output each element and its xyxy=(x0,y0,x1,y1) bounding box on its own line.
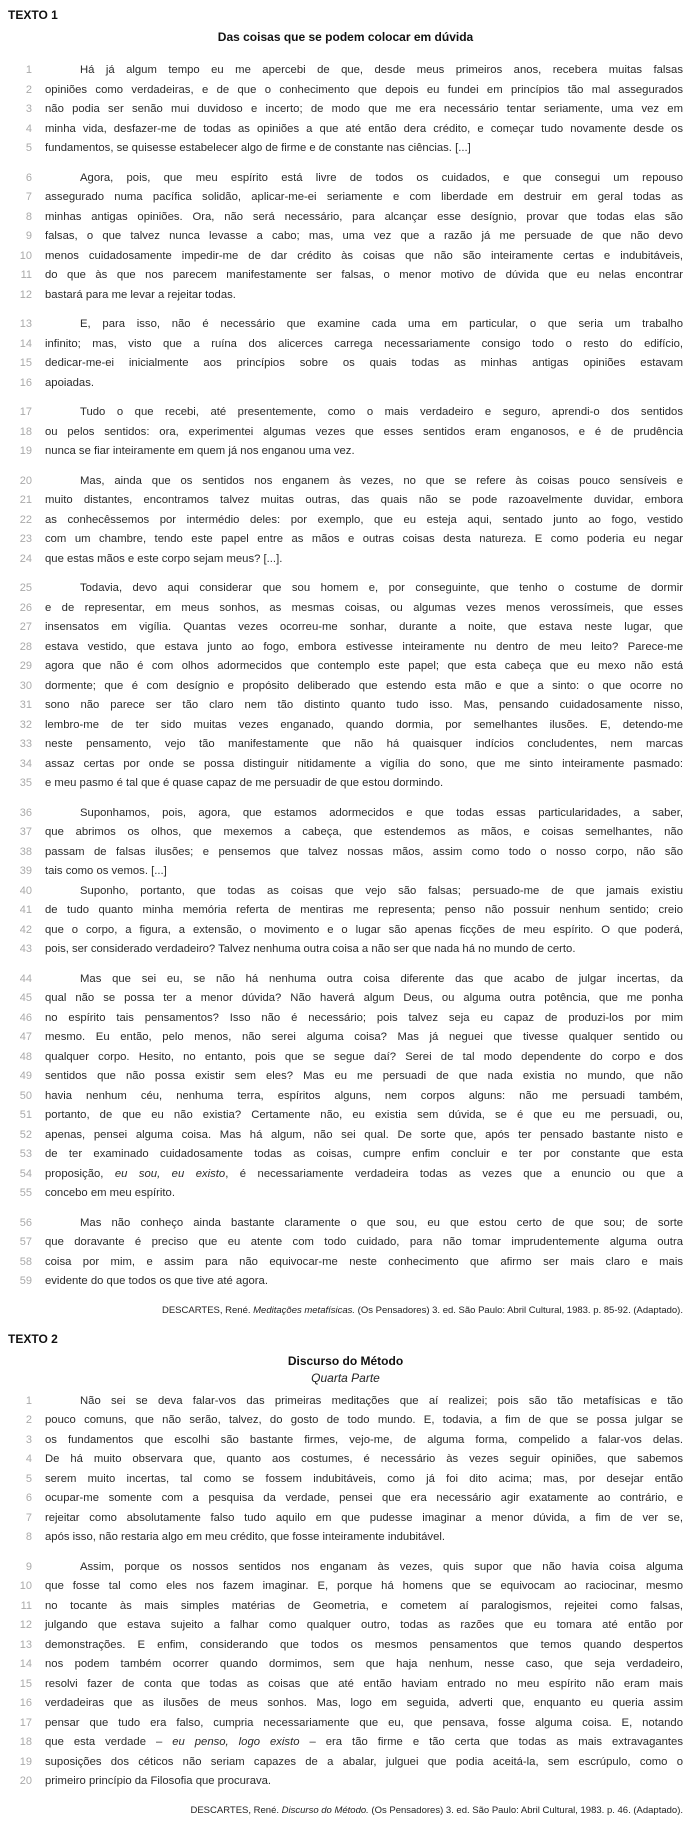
text-line xyxy=(8,1126,683,1146)
text-line xyxy=(8,823,683,843)
line-number: 57 xyxy=(19,1236,32,1248)
line-text: as conhecêssemos por intermédio deles: por exemplo, que eu esteja aqui, sentado junto ao fogo, vestido xyxy=(45,513,683,526)
line-number: 12 xyxy=(19,1619,32,1631)
text-line xyxy=(8,657,683,677)
line-text: nunca se fiar inteiramente em quem já nos enganou uma vez. xyxy=(45,445,355,457)
text-line xyxy=(8,1106,683,1126)
line-text: que fosse tal como eles nos fazem imaginar. E, porque há homens que se equivocam ao raciocinar, mesmo xyxy=(45,1580,683,1592)
line-number: 38 xyxy=(19,845,32,858)
line-number: 17 xyxy=(19,1716,32,1729)
line-number: 13 xyxy=(19,1638,32,1651)
texto1-body xyxy=(8,61,683,1292)
text-line xyxy=(8,511,683,531)
line-text: que estas mãos e este corpo sejam meus? [...]. xyxy=(45,552,283,565)
text-line xyxy=(8,227,683,247)
text-line xyxy=(8,491,683,511)
line-number: 14 xyxy=(19,1658,32,1670)
line-text: pouco comuns, que não serão, talvez, do gosto de todo mundo. E, todavia, a fim de que se possa julgar se xyxy=(45,1414,683,1426)
line-text: após isso, não restaria algo em meu crédito, que fosse inteiramente indubitável. xyxy=(45,1531,446,1543)
text-line xyxy=(8,989,683,1009)
paragraph xyxy=(8,61,683,159)
line-text: Tudo o que recebi, até presentemente, como o mais verdadeiro e seguro, aprendi-o dos sentidos xyxy=(80,406,683,418)
texto2-body xyxy=(8,1392,683,1792)
text-line xyxy=(8,1714,683,1734)
text-line xyxy=(8,315,683,335)
text-line xyxy=(8,120,683,140)
line-text: E, para isso, não é necessário que examine cada uma em particular, o que seria um trabalho xyxy=(80,318,683,330)
line-text: resolvi fazer de conta que todas as coisas que até então haviam entrado no meu espírito não eram mais xyxy=(45,1677,683,1690)
text-line xyxy=(8,1470,683,1490)
paragraph xyxy=(8,804,683,882)
line-number: 41 xyxy=(19,904,32,916)
paragraph xyxy=(8,579,683,794)
text-line xyxy=(8,81,683,101)
line-number: 18 xyxy=(19,425,32,438)
texto2-citation: DESCARTES, René. Discurso do Método. (Os Pensadores) 3. ed. São Paulo: Abril Cultural, 1983. p. 46. (Adaptado). xyxy=(190,1804,683,1816)
text-line xyxy=(8,696,683,716)
line-text: De há muito observara que, quanto aos costumes, é necessário às vezes seguir opiniões, que sabemos xyxy=(45,1453,683,1465)
text-line xyxy=(8,1028,683,1048)
line-number: 33 xyxy=(19,738,32,750)
line-text: menos cuidadosamente impedir-me de dar crédito às coisas que não são inteiramente certas e indubitáveis, xyxy=(45,249,683,262)
line-text: lembro-me de ter sido muitas vezes enganado, quando dormia, por semelhantes ilusões. E, detendo-me xyxy=(45,718,683,731)
line-number: 20 xyxy=(19,474,32,487)
line-number: 36 xyxy=(19,806,32,819)
line-number: 27 xyxy=(19,621,32,633)
line-text: de ter examinado cuidadosamente todas as coisas, cumpre enfim concluir e ter por constante que esta xyxy=(45,1148,683,1160)
line-number: 49 xyxy=(19,1070,32,1082)
text-line xyxy=(8,970,683,990)
text-line xyxy=(8,1733,683,1753)
line-text: pois, ser considerado verdadeiro? Talvez nenhuma outra coisa a não ser que nada há no mundo de certo. xyxy=(45,943,576,955)
line-text: que doravante é preciso que eu atente com todo cuidado, para não tomar imprudentemente alguma outra xyxy=(45,1236,683,1248)
line-text: qualquer corpo. Hesito, no entanto, pois que se segue daí? Serei de tal modo dependente do corpo e dos xyxy=(45,1050,683,1063)
line-text: apenas, pensei alguma coisa. Mas há algum, não sei qual. De sorte que, após ter pensado bastante nisto e xyxy=(45,1128,683,1141)
text-line xyxy=(8,1087,683,1107)
line-number: 5 xyxy=(25,142,32,154)
line-number: 29 xyxy=(19,660,32,672)
line-number: 34 xyxy=(19,757,32,770)
line-text: demonstrações. E enfim, considerando que todos os mesmos pensamentos que temos quando despertos xyxy=(45,1638,683,1651)
text-line xyxy=(8,61,683,81)
text-line xyxy=(8,550,683,570)
line-number: 48 xyxy=(19,1050,32,1063)
texto2-subtitle: Quarta Parte xyxy=(311,1370,380,1385)
line-text: Agora, pois, que meu espírito está livre de todos os cuidados, e que consegui um repouso xyxy=(80,171,683,184)
texto1-citation: DESCARTES, René. Meditações metafísicas. (Os Pensadores) 3. ed. São Paulo: Abril Cultural, 1983. p. 85-92. (Adaptado). xyxy=(161,1304,683,1316)
line-number: 9 xyxy=(25,1560,32,1573)
line-number: 39 xyxy=(19,865,32,877)
line-text: Suponho, portanto, que todas as coisas que vejo são falsas; persuado-me de que jamais existiu xyxy=(80,884,683,897)
line-text: Mas que sei eu, se não há nenhuma outra coisa diferente das que acabo de julgar incertas, da xyxy=(80,972,683,985)
line-text: serem muito incertas, tal como se fossem indubitáveis, como já foi dito acima; mas, por desejar então xyxy=(45,1472,683,1485)
line-number: 6 xyxy=(25,171,32,184)
line-number: 7 xyxy=(25,1511,32,1524)
text-line xyxy=(8,921,683,941)
line-text: opiniões como verdadeiras, e de que o conhecimento que depois eu fundei em princípios tão mal assegurados xyxy=(45,83,683,96)
text-line xyxy=(8,1184,683,1204)
texto1-title: Das coisas que se podem colocar em dúvida xyxy=(217,30,474,44)
line-number: 7 xyxy=(25,191,32,203)
text-line xyxy=(8,901,683,921)
line-text: no espírito tais pensamentos? Isso não é necessário; pois talvez seja eu capaz de produzi-los por mim xyxy=(45,1011,683,1024)
line-text: havia nenhum céu, nenhuma terra, espíritos alguns, nem corpos alguns: não me persuadi também, xyxy=(45,1089,683,1102)
line-text: os fundamentos que escolhi são bastante firmes, vejo-me, de alguma forma, compelido a falar-vos delas. xyxy=(45,1433,683,1446)
line-text: falsas, o que talvez nunca levasse a cabo; mas, uma vez que a razão já me persuade de que não devo xyxy=(45,230,683,242)
paragraph xyxy=(8,169,683,306)
line-text: insensatos em vigília. Quantas vezes ocorreu-me sonhar, durante a noite, que estava neste lugar, que xyxy=(45,621,683,633)
line-number: 8 xyxy=(25,1531,32,1543)
line-text: com um chambre, tendo este papel entre as mãos e outras coisas desta natureza. E como poderia eu negar xyxy=(45,533,683,545)
text-line xyxy=(8,1450,683,1470)
line-number: 4 xyxy=(25,122,32,135)
line-number: 16 xyxy=(19,1697,32,1709)
text-line xyxy=(8,423,683,443)
text-line xyxy=(8,1577,683,1597)
text-line xyxy=(8,139,683,159)
line-number: 19 xyxy=(19,1755,32,1768)
text-line xyxy=(8,843,683,863)
text-line xyxy=(8,804,683,824)
line-number: 13 xyxy=(19,318,32,330)
line-text: dedicar-me-ei inicialmente aos princípios sobre os quais todas as minhas antigas opiniões estavam xyxy=(45,357,683,369)
line-number: 45 xyxy=(19,992,32,1004)
text-line xyxy=(8,1694,683,1714)
text-line xyxy=(8,1558,683,1578)
line-number: 46 xyxy=(19,1011,32,1024)
line-text: minhas antigas opiniões. Ora, não será necessário, para alcançar esse desígnio, provar que todas elas são xyxy=(45,210,683,223)
text-line xyxy=(8,354,683,374)
line-number: 51 xyxy=(19,1109,32,1121)
line-number: 32 xyxy=(19,718,32,731)
text-line xyxy=(8,1272,683,1292)
text-line xyxy=(8,266,683,286)
line-text: do que às que nos parecem manifestamente ser falsas, o menor motivo de dúvida que eu nelas encontrar xyxy=(45,269,683,281)
line-number: 9 xyxy=(25,230,32,242)
line-text: assegurado numa pacífica solidão, aplicar-me-ei seriamente e com liberdade em destruir em geral todas as xyxy=(45,191,683,203)
paragraph xyxy=(8,315,683,393)
line-number: 26 xyxy=(19,601,32,614)
line-number: 1 xyxy=(25,64,32,76)
text-line xyxy=(8,579,683,599)
line-number: 18 xyxy=(19,1736,32,1748)
line-text: de tudo quanto minha memória referta de mentiras me representa; penso não possuir nenhum sentido; creio xyxy=(45,904,683,916)
line-number: 14 xyxy=(19,337,32,350)
text-line xyxy=(8,755,683,775)
line-text: concebo em meu espírito. xyxy=(45,1187,175,1199)
text-line xyxy=(8,335,683,355)
text-line xyxy=(8,599,683,619)
text-line xyxy=(8,442,683,462)
line-text: apoiadas. xyxy=(45,376,94,389)
text-line xyxy=(8,472,683,492)
texto2-title: Discurso do Método xyxy=(287,1353,404,1368)
line-text: qual não se possa ter a menor dúvida? Não haverá algum Deus, ou alguma outra potência, que me ponha xyxy=(45,992,683,1004)
line-number: 23 xyxy=(19,533,32,545)
paragraph xyxy=(8,1558,683,1792)
line-text: fundamentos, se quisesse estabelecer algo de firme e de constante nas ciências. [...] xyxy=(45,142,471,154)
line-text: Mas não conheço ainda bastante claramente o que sou, eu que estou certo de que sou; de sorte xyxy=(80,1216,683,1229)
text-line xyxy=(8,716,683,736)
line-text: e de representar, em meus sonhos, as mesmas coisas, ou algumas vezes menos verossímeis, que esses xyxy=(45,601,683,614)
line-number: 56 xyxy=(19,1216,32,1229)
text-line xyxy=(8,1772,683,1792)
line-number: 42 xyxy=(19,923,32,936)
line-number: 44 xyxy=(19,972,32,985)
line-text: pensar que tudo era falso, cumpria necessariamente que eu, que pensava, fosse alguma coisa. E, notando xyxy=(45,1716,683,1729)
text-line xyxy=(8,403,683,423)
line-number: 59 xyxy=(19,1275,32,1287)
text-line xyxy=(8,1392,683,1412)
line-text: que abrimos os olhos, que mexemos a cabeça, que estendemos as mãos, e coisas semelhantes, não xyxy=(45,826,683,838)
line-text: no tocante às mais simples matérias de Geometria, e cometem aí paralogismos, rejeitei como falsas, xyxy=(45,1599,683,1612)
line-number: 2 xyxy=(25,1414,32,1426)
line-number: 15 xyxy=(19,1677,32,1690)
line-number: 55 xyxy=(19,1187,32,1199)
text-line xyxy=(8,940,683,960)
line-text: suposições dos céticos não seriam capazes de a abalar, julguei que podia aceitá-la, sem escrúpulo, como o xyxy=(45,1755,683,1768)
line-text: passam de falsas ilusões; e pensemos que talvez nossas mãos, assim como todo o nosso corpo, não são xyxy=(45,845,683,858)
text-line xyxy=(8,1009,683,1029)
text-line xyxy=(8,638,683,658)
line-number: 2 xyxy=(25,83,32,96)
line-text: minha vida, desfazer-me de todas as opiniões a que até então dera crédito, e começar tudo novamente desde os xyxy=(45,122,683,135)
line-text: verdadeiras que as ilusões de meus sonhos. Mas, logo em seguida, adverti que, enquanto eu queria assim xyxy=(45,1697,683,1709)
line-number: 12 xyxy=(19,288,32,301)
line-number: 4 xyxy=(25,1453,32,1465)
texto2-label: TEXTO 2 xyxy=(8,1331,58,1346)
line-text: bastará para me levar a rejeitar todas. xyxy=(45,288,236,301)
text-line xyxy=(8,618,683,638)
line-number: 21 xyxy=(19,494,32,506)
line-text: estava vestido, que estava junto ao fogo, embora estivesse inteiramente nu dentro de meu leito? Parece-me xyxy=(45,640,683,653)
line-text: julgando que estava sujeito a falhar como qualquer outro, todas as razões que eu tomara até então por xyxy=(45,1619,683,1631)
text-line xyxy=(8,530,683,550)
text-line xyxy=(8,247,683,267)
line-number: 15 xyxy=(19,357,32,369)
text-line xyxy=(8,1597,683,1617)
line-text: Há já algum tempo eu me apercebi de que, desde meus primeiros anos, recebera muitas falsas xyxy=(80,64,683,76)
line-number: 30 xyxy=(19,679,32,692)
text-line xyxy=(8,1616,683,1636)
line-number: 10 xyxy=(19,1580,32,1592)
line-number: 50 xyxy=(19,1089,32,1102)
paragraph xyxy=(8,472,683,570)
line-number: 54 xyxy=(19,1167,32,1180)
text-line xyxy=(8,100,683,120)
line-text: primeiro princípio da Filosofia que procurava. xyxy=(45,1775,272,1787)
line-number: 19 xyxy=(19,445,32,457)
line-text: coisa por mim, e assim para não equivocar-me neste conhecimento que afirmo ser mais claro e mais xyxy=(45,1255,683,1268)
line-text: mesmo. Eu então, pelo menos, não serei alguma coisa? Mas já neguei que tivesse qualquer sentido ou xyxy=(45,1031,683,1043)
text-line xyxy=(8,1067,683,1087)
line-text: que o corpo, a figura, a extensão, o movimento e o lugar são apenas ficções de meu espírito. O que poderá, xyxy=(45,923,683,936)
paragraph xyxy=(8,970,683,1204)
line-number: 37 xyxy=(19,826,32,838)
text-line xyxy=(8,677,683,697)
text-line xyxy=(8,1214,683,1234)
line-number: 52 xyxy=(19,1128,32,1141)
line-text: assaz certas por onde se possa distinguir nitidamente a vigília do sono, que me sinto inteiramente pasmado: xyxy=(45,757,683,770)
text-line xyxy=(8,286,683,306)
text-line xyxy=(8,1233,683,1253)
text-line xyxy=(8,208,683,228)
line-number: 47 xyxy=(19,1031,32,1043)
line-number: 1 xyxy=(25,1394,32,1407)
line-text: muito distantes, encontramos talvez muitas outras, das quais não se pode razoavelmente duvidar, embora xyxy=(45,494,683,506)
line-number: 40 xyxy=(19,884,32,897)
text-line xyxy=(8,1411,683,1431)
text-line xyxy=(8,1753,683,1773)
line-text: rejeitar como absolutamente falso tudo aquilo em que pudesse imaginar a menor dúvida, a fim de ver se, xyxy=(45,1511,683,1524)
line-text: sentidos que não possa existir sem eles? Mas eu me persuadi de que nada existia no mundo, que não xyxy=(45,1070,683,1082)
text-line xyxy=(8,862,683,882)
text-line xyxy=(8,1636,683,1656)
line-text: não podia ser senão mui duvidoso e incerto; de modo que me era necessário tentar seriamente, uma vez em xyxy=(45,103,683,115)
line-text: agora que não é com olhos adormecidos que contemplo este papel; que esta cabeça que eu mexo não está xyxy=(45,660,683,672)
text-line xyxy=(8,1145,683,1165)
line-text: ou pelos sentidos: ora, experimentei algumas vezes que esses sentidos eram enganosos, e é de prudência xyxy=(45,425,683,438)
line-text: tais como os vemos. [...] xyxy=(45,865,167,877)
line-number: 35 xyxy=(19,777,32,789)
line-number: 24 xyxy=(19,552,32,565)
paragraph xyxy=(8,882,683,960)
line-text: Todavia, devo aqui considerar que sou homem e, por conseguinte, que tenho o costume de dormir xyxy=(80,582,683,594)
line-text: portanto, de que eu não existia? Certamente não, eu existia sem dúvida, se é que eu me persuadi, ou, xyxy=(45,1109,683,1121)
line-number: 20 xyxy=(19,1775,32,1787)
text-line xyxy=(8,374,683,394)
line-number: 6 xyxy=(25,1492,32,1504)
text-line xyxy=(8,1528,683,1548)
line-number: 10 xyxy=(19,249,32,262)
text-line xyxy=(8,882,683,902)
text-line xyxy=(8,1489,683,1509)
line-text: ocupar-me somente com a pesquisa da verdade, pensei que era necessário agir exatamente ao contrário, e xyxy=(45,1492,683,1504)
line-number: 11 xyxy=(20,269,32,281)
line-text: e meu pasmo é tal que é quase capaz de me persuadir de que estou dormindo. xyxy=(45,777,444,789)
text-line xyxy=(8,1253,683,1273)
text-line xyxy=(8,1675,683,1695)
line-text: dormente; que é com desígnio e propósito deliberado que estendo esta mão e que a sinto: o que ocorre no xyxy=(45,679,683,692)
line-number: 43 xyxy=(19,943,32,955)
line-number: 8 xyxy=(25,210,32,223)
line-text: sono não parece ser tão claro nem tão distinto quanto tudo isso. Mas, pensando cuidadosamente nisso, xyxy=(45,699,683,711)
texto1-label: TEXTO 1 xyxy=(8,8,58,22)
line-text: nos podem também ocorrer quando dormimos, sem que haja nenhum, nesse caso, que seja verdadeiro, xyxy=(45,1658,683,1670)
line-number: 53 xyxy=(19,1148,32,1160)
paragraph xyxy=(8,1392,683,1548)
line-number: 5 xyxy=(25,1472,32,1485)
line-number: 58 xyxy=(19,1255,32,1268)
text-line xyxy=(8,188,683,208)
text-line xyxy=(8,735,683,755)
line-text: neste pensamento, vejo tão manifestamente que não há quaisquer indícios concludentes, nem marcas xyxy=(45,738,683,750)
line-text: que esta verdade – eu penso, logo existo – era tão firme e tão certa que todas as mais extravagantes xyxy=(45,1736,683,1748)
text-line xyxy=(8,169,683,189)
line-text: proposição, eu sou, eu existo, é necessariamente verdadeira todas as vezes que a enuncio ou que a xyxy=(45,1167,683,1180)
line-number: 11 xyxy=(20,1599,32,1612)
line-number: 3 xyxy=(25,103,32,115)
line-number: 17 xyxy=(19,406,32,418)
line-text: Não sei se deva falar-vos das primeiras meditações que aí realizei; pois são tão metafísicas e tão xyxy=(80,1394,683,1407)
line-text: Suponhamos, pois, agora, que estamos adormecidos e que todas essas particularidades, a saber, xyxy=(80,806,683,819)
line-number: 31 xyxy=(19,699,32,711)
text-line xyxy=(8,1165,683,1185)
line-number: 28 xyxy=(19,640,32,653)
line-text: infinito; mas, visto que a ruína dos alicerces carrega necessariamente consigo todo o resto do edifício, xyxy=(45,337,683,350)
text-line xyxy=(8,1655,683,1675)
text-line xyxy=(8,1431,683,1451)
line-text: evidente do que todos os que tive até agora. xyxy=(45,1275,268,1287)
paragraph xyxy=(8,1214,683,1292)
line-text: Mas, ainda que os sentidos nos enganem às vezes, no que se refere às coisas pouco sensíveis e xyxy=(80,474,683,487)
text-line xyxy=(8,1509,683,1529)
line-number: 3 xyxy=(25,1433,32,1446)
line-number: 25 xyxy=(19,582,32,594)
text-line xyxy=(8,774,683,794)
text-line xyxy=(8,1048,683,1068)
line-text: Assim, porque os nossos sentidos nos enganam às vezes, quis supor que não havia coisa alguma xyxy=(80,1560,683,1573)
line-number: 16 xyxy=(19,376,32,389)
line-number: 22 xyxy=(19,513,32,526)
paragraph xyxy=(8,403,683,462)
